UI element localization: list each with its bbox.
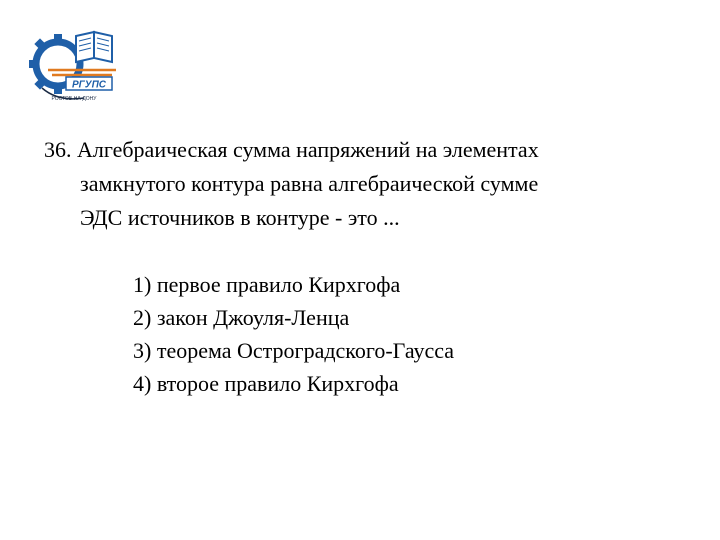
question-text: [44, 133, 704, 235]
answer-option-1: 1) первое правило Кирхгофа: [133, 272, 401, 297]
question-line: ЭДС источников в контуре - это ...: [80, 205, 400, 230]
answer-options-list: [133, 268, 454, 400]
gear-book-emblem-icon: [28, 28, 120, 104]
answer-option-4: 4) второе правило Кирхгофа: [133, 371, 399, 396]
answer-option-3: 3) теорема Остроградского-Гаусса: [133, 338, 455, 363]
logo-ring-text: РОСТОВ-НА-ДОНУ: [51, 96, 97, 102]
university-logo: [28, 28, 120, 104]
logo-abbreviation: РГУПС: [72, 79, 106, 91]
question-line: 36. Алгебраическая сумма напряжений на элементах: [44, 137, 539, 162]
answer-option-2: 2) закон Джоуля-Ленца: [133, 305, 350, 330]
question-line: замкнутого контура равна алгебраической сумме: [80, 171, 539, 196]
